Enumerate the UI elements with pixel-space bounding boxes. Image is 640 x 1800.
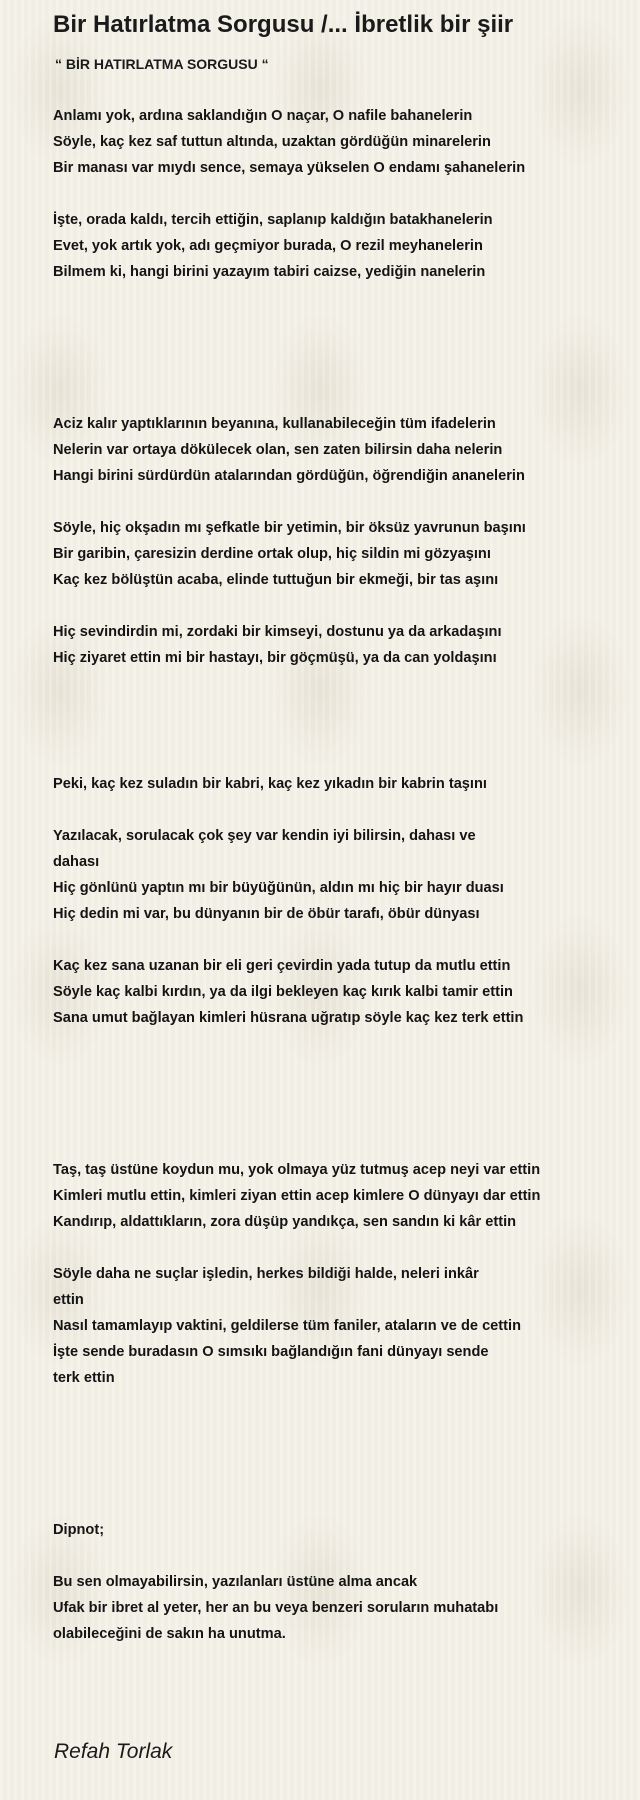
poem-line: dahası bbox=[53, 854, 100, 870]
poem-line: Kandırıp, aldattıkların, zora düşüp yandıkça, sen sandın ki kâr ettin bbox=[53, 1214, 517, 1230]
poem-line: Hangi birini sürdürdün atalarından gördüğün, öğrendiğin ananelerin bbox=[53, 468, 525, 484]
page-title: Bir Hatırlatma Sorgusu /... İbretlik bir şiir bbox=[53, 11, 514, 38]
footnote-line: Ufak bir ibret al yeter, her an bu veya benzeri soruların muhatabı bbox=[53, 1600, 499, 1616]
poem-line: Kimleri mutlu ettin, kimleri ziyan ettin acep kimlere O dünyayı dar ettin bbox=[53, 1188, 541, 1204]
poem-line: Söyle, kaç kez saf tuttun altında, uzaktan gördüğün minarelerin bbox=[53, 134, 491, 150]
poem-subtitle: “ BİR HATIRLATMA SORGUSU “ bbox=[55, 56, 269, 72]
footnote-line: olabileceğini de sakın ha unutma. bbox=[53, 1626, 286, 1642]
poem-line: Sana umut bağlayan kimleri hüsrana uğratıp söyle kaç kez terk ettin bbox=[53, 1010, 524, 1026]
poem-line: Bir manası var mıydı sence, semaya yükselen O endamı şahanelerin bbox=[53, 160, 526, 176]
poem-line: terk ettin bbox=[53, 1370, 115, 1386]
poem-line: Söyle daha ne suçlar işledin, herkes bildiği halde, neleri inkâr bbox=[53, 1266, 479, 1282]
poem-line: Evet, yok artık yok, adı geçmiyor burada, O rezil meyhanelerin bbox=[53, 238, 483, 254]
poem-line: İşte sende buradasın O sımsıkı bağlandığın fani dünyayı sende bbox=[53, 1344, 489, 1360]
poem-line: Hiç ziyaret ettin mi bir hastayı, bir göçmüşü, ya da can yoldaşını bbox=[53, 650, 497, 666]
poem-line: Söyle kaç kalbi kırdın, ya da ilgi bekleyen kaç kırık kalbi tamir ettin bbox=[53, 984, 513, 1000]
author-signature: Refah Torlak bbox=[54, 1740, 173, 1763]
poem-line: İşte, orada kaldı, tercih ettiğin, saplanıp kaldığın batakhanelerin bbox=[53, 212, 493, 228]
poem-line: Taş, taş üstüne koydun mu, yok olmaya yüz tutmuş acep neyi var ettin bbox=[53, 1162, 541, 1178]
poem-line: Hiç dedin mi var, bu dünyanın bir de öbür tarafı, öbür dünyası bbox=[53, 906, 480, 922]
poem-line: Nelerin var ortaya dökülecek olan, sen zaten bilirsin daha nelerin bbox=[53, 442, 503, 458]
poem-line: Aciz kalır yaptıklarının beyanına, kullanabileceğin tüm ifadelerin bbox=[53, 416, 496, 432]
poem-line: Yazılacak, sorulacak çok şey var kendin iyi bilirsin, dahası ve bbox=[53, 828, 476, 844]
poem-line: Anlamı yok, ardına saklandığın O naçar, O nafile bahanelerin bbox=[53, 108, 473, 124]
footnote-heading: Dipnot; bbox=[53, 1522, 105, 1538]
poem-line: Hiç sevindirdin mi, zordaki bir kimseyi, dostunu ya da arkadaşını bbox=[53, 624, 502, 640]
poem-line: Bilmem ki, hangi birini yazayım tabiri caizse, yediğin nanelerin bbox=[53, 264, 486, 280]
poem-line: ettin bbox=[53, 1292, 84, 1308]
poem-line: Hiç gönlünü yaptın mı bir büyüğünün, aldın mı hiç bir hayır duası bbox=[53, 880, 504, 896]
footnote-line: Bu sen olmayabilirsin, yazılanları üstüne alma ancak bbox=[53, 1574, 418, 1590]
poem-line: Kaç kez sana uzanan bir eli geri çevirdin yada tutup da mutlu ettin bbox=[53, 958, 511, 974]
poem-line: Nasıl tamamlayıp vaktini, geldilerse tüm faniler, ataların ve de cettin bbox=[53, 1318, 521, 1334]
poem-line: Peki, kaç kez suladın bir kabri, kaç kez yıkadın bir kabrin taşını bbox=[53, 776, 487, 792]
poem-line: Söyle, hiç okşadın mı şefkatle bir yetimin, bir öksüz yavrunun başını bbox=[53, 520, 526, 536]
poem-line: Kaç kez bölüştün acaba, elinde tuttuğun bir ekmeği, bir tas aşını bbox=[53, 572, 499, 588]
poem-line: Bir garibin, çaresizin derdine ortak olup, hiç sildin mi gözyaşını bbox=[53, 546, 491, 562]
